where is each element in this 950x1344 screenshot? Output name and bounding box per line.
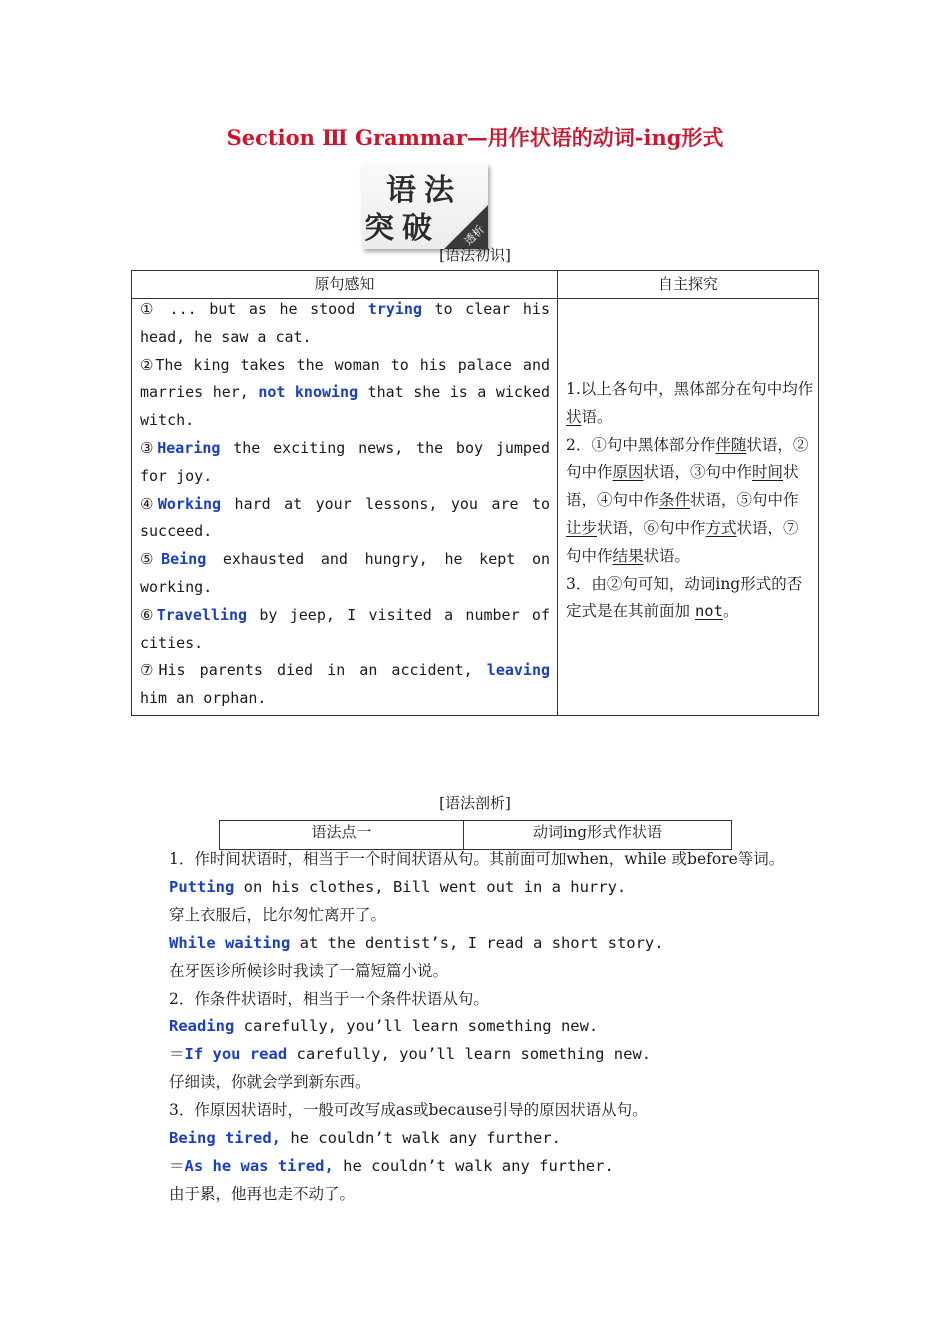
answer-blank: 条件	[659, 491, 691, 510]
grammar-point-label: 语法点一	[220, 821, 464, 849]
highlighted-verb: Travelling	[156, 605, 248, 624]
explore-point-1: 1.以上各句中，黑体部分在句中均作状语。	[566, 380, 814, 426]
example-sentence-2: ②The king takes the woman to his palace and marries her, not knowing that she is a wicked witch.	[140, 355, 551, 430]
example-english: ＝If you read carefully, you’ll learn something new.	[169, 1045, 652, 1064]
answer-blank: 方式	[705, 518, 737, 537]
table-header-original-sentences: 原句感知	[132, 271, 557, 299]
example-sentences	[140, 296, 550, 713]
page-title	[0, 122, 950, 152]
rule-reason: 3．作原因状语时，一般可改写成as或because引导的原因状语从句。	[169, 1101, 648, 1120]
example-chinese: 由于累，他再也走不动了。	[169, 1184, 356, 1203]
example-english: While waiting at the dentist’s, I read a short story.	[169, 933, 664, 952]
highlighted-verb: leaving	[486, 661, 551, 680]
example-chinese: 仔细读，你就会学到新东西。	[169, 1073, 371, 1092]
highlighted-verb: trying	[367, 300, 422, 318]
self-explore-answers	[566, 376, 814, 626]
page-title-text: Section Ⅲ Grammar—用作状语的动词-ing形式	[226, 125, 724, 150]
example-sentence-5: ⑤Being exhausted and hungry, he kept on working.	[140, 550, 550, 596]
example-english: Being tired, he couldn’t walk any further.	[169, 1129, 561, 1148]
grammar-intro-table	[131, 270, 819, 716]
example-chinese: 在牙医诊所候诊时我读了一篇短篇小说。	[169, 961, 449, 980]
answer-blank: 让步	[566, 518, 598, 537]
rule-condition: 2．作条件状语时，相当于一个条件状语从句。	[169, 989, 489, 1008]
answer-blank: 原因	[612, 463, 644, 482]
section-caption-intro: [语法初识]	[439, 246, 511, 264]
explore-point-3: 3．由②句可知，动词ing形式的否定式是在其前面加 not。	[566, 574, 803, 621]
grammar-point-topic: 动词ing形式作状语	[532, 823, 663, 841]
logo-line-2: 突破	[364, 211, 440, 246]
rule-time: 1．作时间状语时，相当于一个时间状语从句。其前面可加when，while 或before等词。	[169, 850, 785, 868]
example-sentence-6: ⑥Travelling by jeep, I visited a number of cities.	[140, 605, 550, 652]
highlighted-verb: Being	[161, 550, 207, 569]
table-divider	[557, 271, 558, 715]
answer-blank: 状	[566, 407, 582, 426]
logo-badge: 透析	[461, 222, 487, 248]
highlighted-verb: not knowing	[258, 383, 359, 402]
section-caption-analysis: [语法剖析]	[439, 794, 511, 812]
highlighted-verb: Working	[157, 494, 222, 513]
answer-blank: 结果	[612, 546, 644, 565]
example-english: ＝As he was tired, he couldn’t walk any further.	[169, 1156, 614, 1175]
example-english: Putting on his clothes, Bill went out in a hurry.	[169, 877, 627, 896]
example-sentence-7: ⑦His parents died in an accident, leaving him an orphan.	[140, 661, 551, 708]
answer-blank: 时间	[752, 463, 784, 482]
analysis-body	[169, 846, 849, 1209]
answer-blank: not	[694, 602, 723, 621]
example-sentence-3: ③Hearing the exciting news, the boy jumped for joy.	[140, 438, 550, 485]
highlighted-verb: Hearing	[157, 438, 221, 457]
explore-point-2: 2．①句中黑体部分作伴随状语，②句中作原因状语，③句中作时间状语，④句中作条件状语，⑤句中作让步状语，⑥句中作方式状语，⑦句中作结果状语。	[566, 435, 809, 565]
example-sentence-4: ④Working hard at your lessons, you are to succeed.	[140, 494, 551, 541]
example-chinese: 穿上衣服后，比尔匆忙离开了。	[169, 905, 387, 924]
example-sentence-1: ① ... but as he stood trying to clear his head, he saw a cat.	[140, 300, 550, 346]
answer-blank: 伴随	[715, 435, 747, 454]
logo-line-1: 语法	[386, 173, 462, 208]
grammar-breakthrough-logo	[362, 163, 488, 249]
table-header-self-explore: 自主探究	[558, 271, 818, 299]
example-english: Reading carefully, you’ll learn something new.	[169, 1017, 599, 1036]
